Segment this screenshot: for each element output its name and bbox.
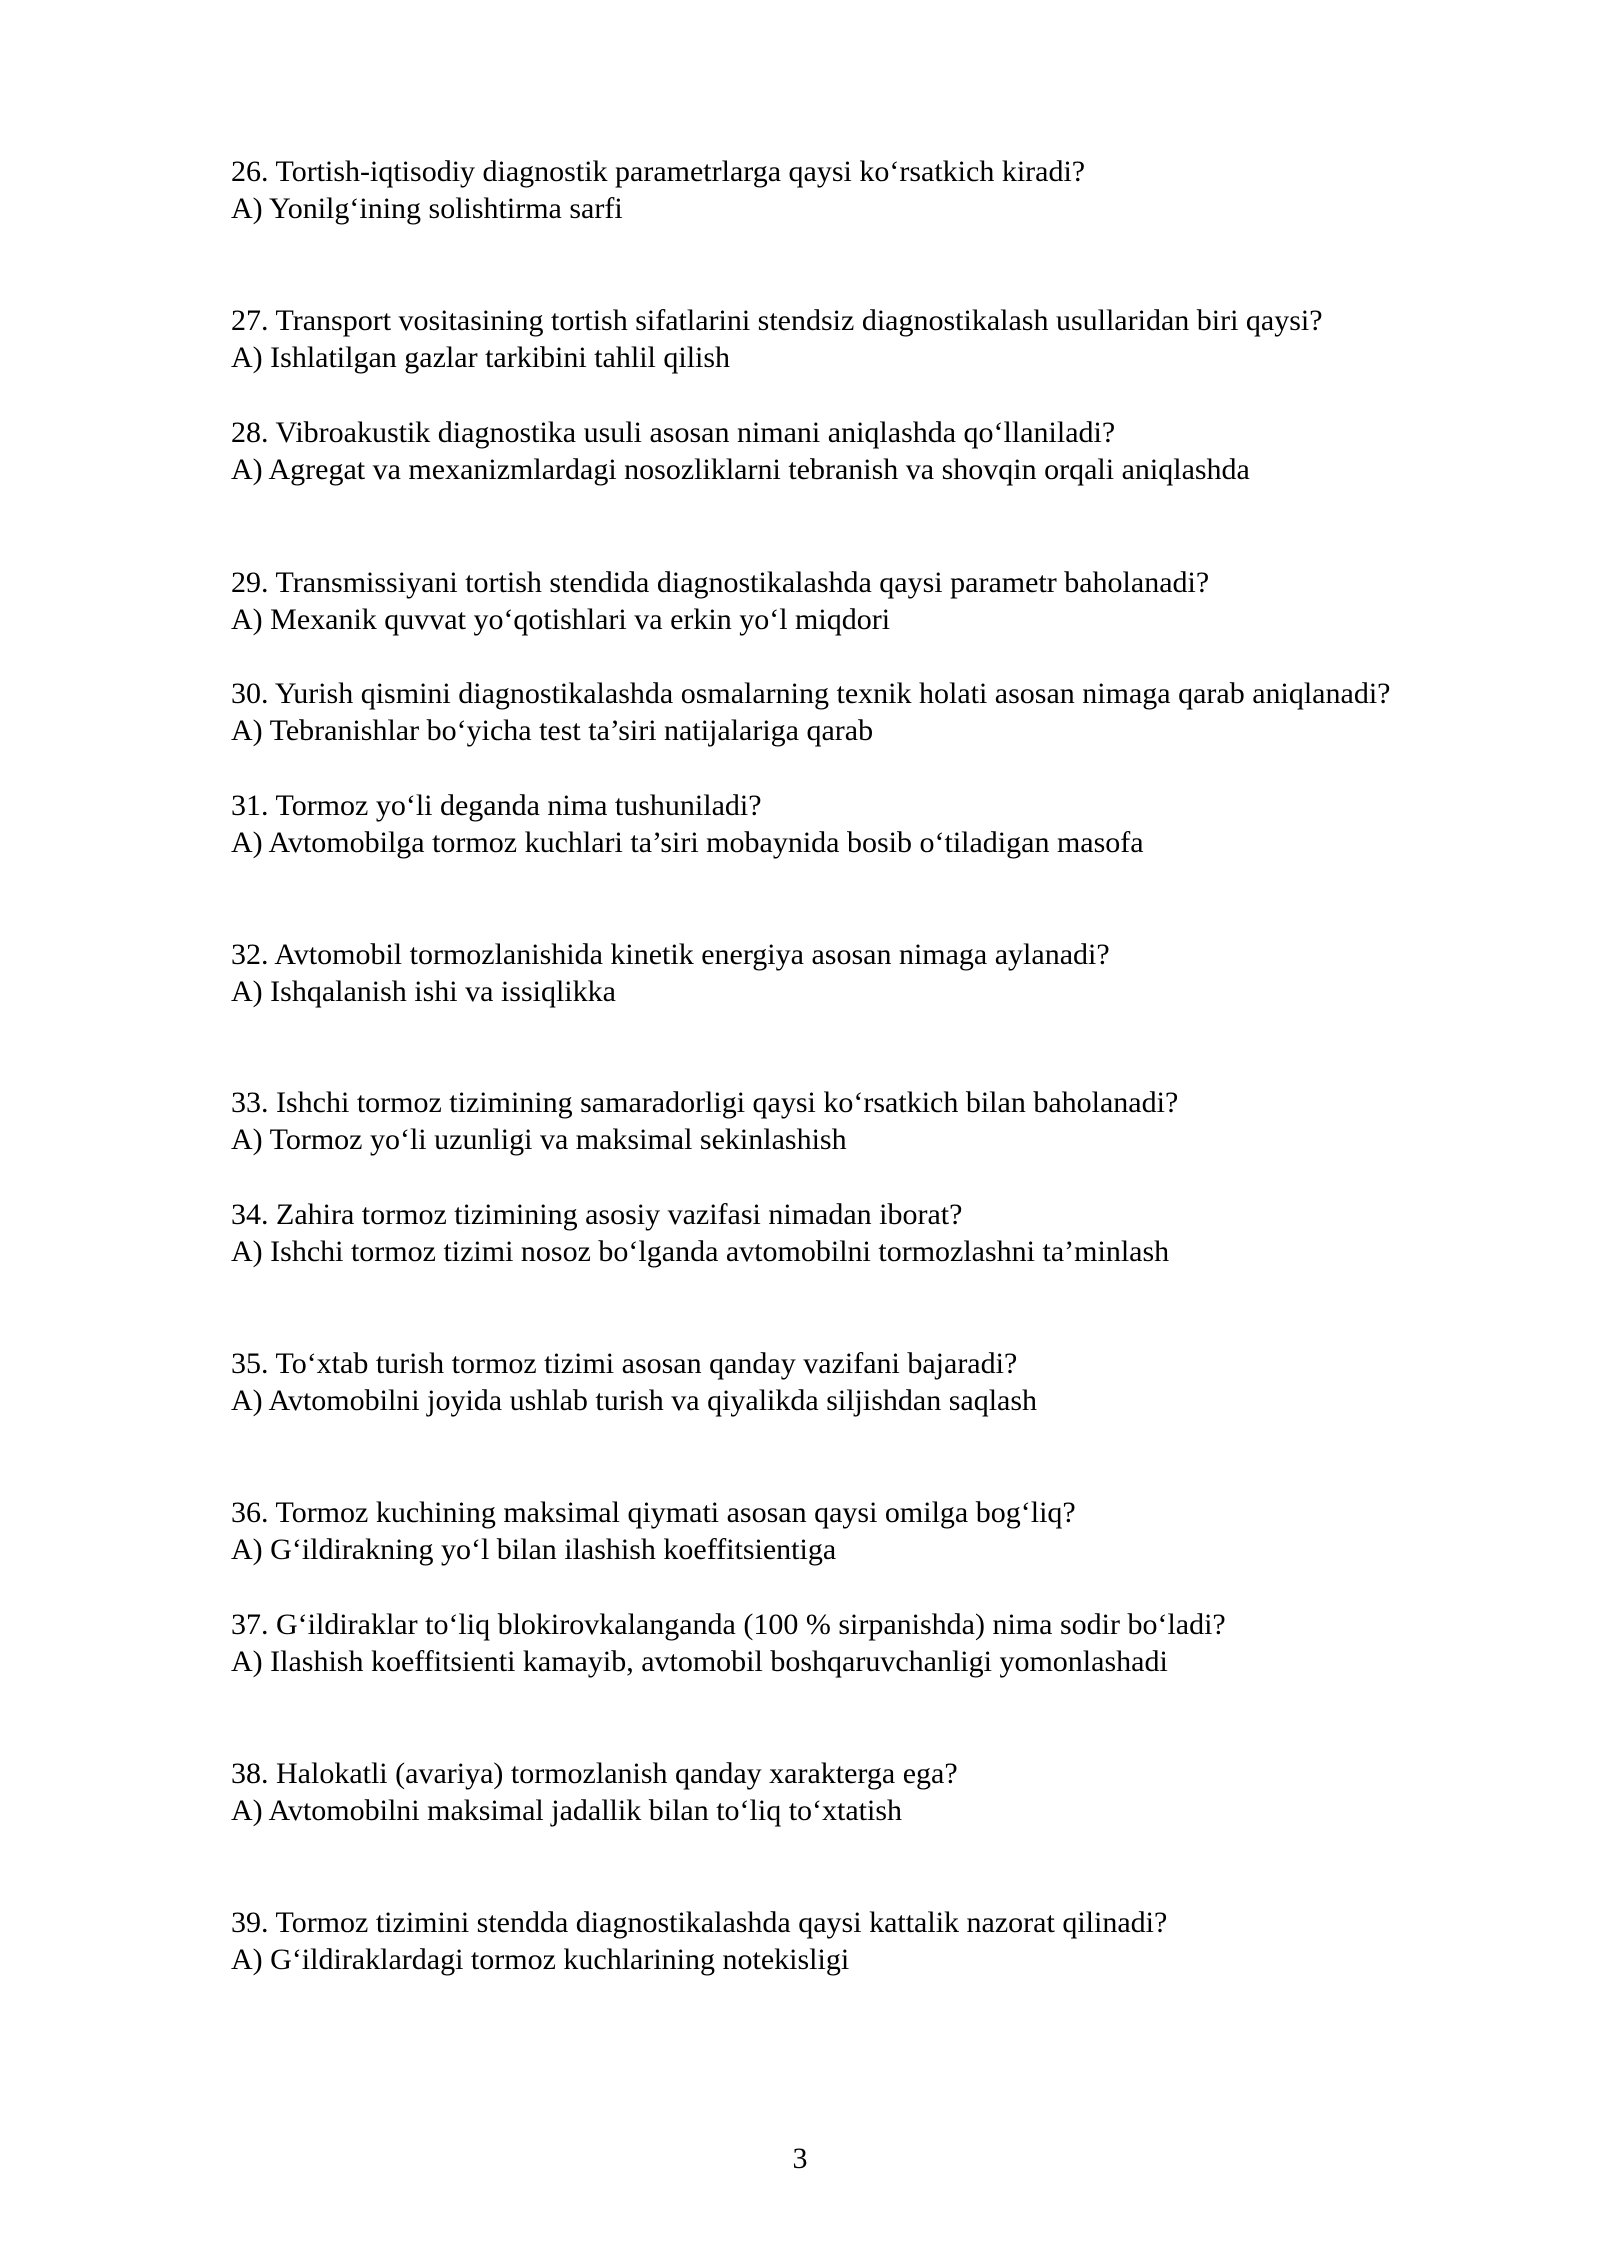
question-block (231, 1345, 1531, 1419)
answer-text: A) Ishchi tormoz tizimi nosoz bo‘lganda avtomobilni tormozlashni ta’minlash (231, 1235, 1170, 1268)
question-block (231, 1606, 1531, 1680)
page-number: 3 (792, 2142, 808, 2175)
answer-text: A) Avtomobilga tormoz kuchlari ta’siri mobaynida bosib o‘tiladigan masofa (231, 826, 1144, 859)
question-text: 38. Halokatli (avariya) tormozlanish qanday xarakterga ega? (231, 1757, 958, 1790)
question-block (231, 787, 1531, 861)
question-block (231, 302, 1531, 376)
question-text: 29. Transmissiyani tortish stendida diagnostikalashda qaysi parametr baholanadi? (231, 566, 1210, 599)
question-block (231, 1084, 1531, 1158)
question-text: 35. To‘xtab turish tormoz tizimi asosan qanday vazifani bajaradi? (231, 1347, 1018, 1380)
answer-text: A) Mexanik quvvat yo‘qotishlari va erkin yo‘l miqdori (231, 603, 891, 636)
answer-text: A) Avtomobilni joyida ushlab turish va qiyalikda siljishdan saqlash (231, 1384, 1038, 1417)
answer-text: A) G‘ildirakning yo‘l bilan ilashish koeffitsientiga (231, 1533, 837, 1566)
question-text: 30. Yurish qismini diagnostikalashda osmalarning texnik holati asosan nimaga qarab aniqlanadi? (231, 677, 1391, 710)
question-block (231, 414, 1531, 488)
answer-text: A) Tormoz yo‘li uzunligi va maksimal sekinlashish (231, 1123, 847, 1156)
answer-text: A) Yonilg‘ining solishtirma sarfi (231, 192, 623, 225)
answer-text: A) Tebranishlar bo‘yicha test ta’siri natijalariga qarab (231, 714, 874, 747)
question-block (231, 153, 1531, 227)
answer-text: A) Ishlatilgan gazlar tarkibini tahlil qilish (231, 341, 731, 374)
question-text: 34. Zahira tormoz tizimining asosiy vazifasi nimadan iborat? (231, 1198, 963, 1231)
question-text: 33. Ishchi tormoz tizimining samaradorligi qaysi ko‘rsatkich bilan baholanadi? (231, 1086, 1179, 1119)
question-text: 32. Avtomobil tormozlanishida kinetik energiya asosan nimaga aylanadi? (231, 938, 1110, 971)
question-block (231, 936, 1531, 1010)
question-text: 28. Vibroakustik diagnostika usuli asosan nimani aniqlashda qo‘llaniladi? (231, 416, 1116, 449)
question-text: 31. Tormoz yo‘li deganda nima tushuniladi? (231, 789, 762, 822)
question-text: 37. G‘ildiraklar to‘liq blokirovkalanganda (100 % sirpanishda) nima sodir bo‘ladi? (231, 1608, 1226, 1641)
question-block (231, 564, 1531, 638)
answer-text: A) Ilashish koeffitsienti kamayib, avtomobil boshqaruvchanligi yomonlashadi (231, 1645, 1168, 1678)
answer-text: A) Agregat va mexanizmlardagi nosozliklarni tebranish va shovqin orqali aniqlashda (231, 453, 1250, 486)
question-block (231, 1494, 1531, 1568)
question-block (231, 1196, 1531, 1270)
question-block (231, 675, 1531, 749)
question-text: 39. Tormoz tizimini stendda diagnostikalashda qaysi kattalik nazorat qilinadi? (231, 1906, 1168, 1939)
answer-text: A) Ishqalanish ishi va issiqlikka (231, 975, 616, 1008)
question-text: 27. Transport vositasining tortish sifatlarini stendsiz diagnostikalash usullaridan biri qaysi? (231, 304, 1323, 337)
question-block (231, 1755, 1531, 1829)
answer-text: A) Avtomobilni maksimal jadallik bilan to‘liq to‘xtatish (231, 1794, 903, 1827)
question-text: 26. Tortish-iqtisodiy diagnostik parametrlarga qaysi ko‘rsatkich kiradi? (231, 155, 1086, 188)
question-block (231, 1904, 1531, 1978)
answer-text: A) G‘ildiraklardagi tormoz kuchlarining notekisligi (231, 1943, 850, 1976)
question-text: 36. Tormoz kuchining maksimal qiymati asosan qaysi omilga bog‘liq? (231, 1496, 1076, 1529)
